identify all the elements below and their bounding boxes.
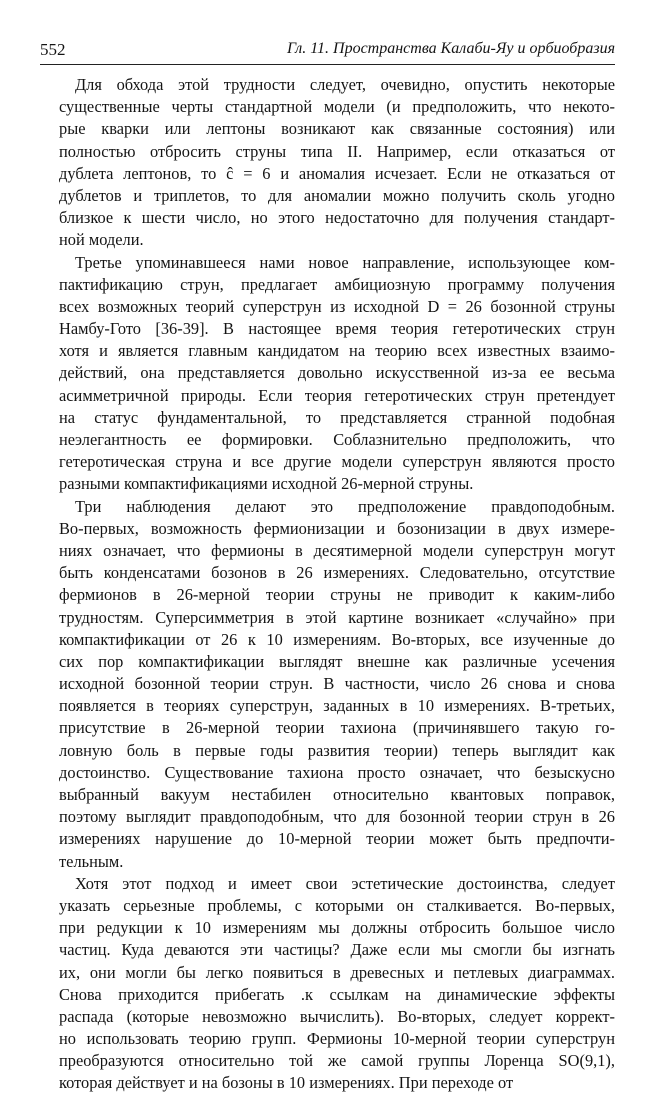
paragraph: [59, 252, 615, 496]
text-line: ловную боль в первые годы развития теории) теперь выглядит как: [59, 740, 615, 760]
running-title: Гл. 11. Пространства Калаби-Яу и орбиобразия: [286, 40, 615, 57]
text-line: Для обхода этой трудности следует, очевидно, опустить некоторые: [75, 75, 615, 94]
text-line: близкое к шести число, но этого недостаточно для получения стандарт-: [59, 208, 615, 228]
text-line: разными компактификациями исходной 26-мерной струны.: [59, 474, 474, 494]
text-line: выбранный вакуум нестабилен относительно квантовых поправок,: [59, 785, 615, 804]
text-line: фермионов в 26-мерной теории струны не приводит к каким-либо: [59, 585, 615, 605]
text-line: на статус фундаментальной, то представляется странной подобная: [59, 407, 615, 427]
text-line: появляется в теориях суперструн, заданных в 10 измерениях. В-третьих,: [59, 696, 615, 716]
text-line: их, они могли бы легко появиться в древесных и петлевых диаграммах.: [59, 962, 615, 982]
text-line: поэтому выглядит правдоподобным, что для бозонной теории струн в 26: [59, 807, 615, 827]
text-line: Три наблюдения делают это предположение правдоподобным.: [75, 496, 615, 516]
text-line: сих пор компактификации выглядят внешне как различные усечения: [59, 651, 615, 671]
text-line: пактификацию струн, предлагает амбициозную программу получения: [59, 274, 615, 294]
text-line: указать серьезные проблемы, с которыми он сталкивается. Во-первых,: [59, 895, 615, 915]
text-line: Хотя этот подход и имеет свои эстетические достоинства, следует: [75, 873, 615, 893]
page-number: 552: [40, 40, 66, 59]
text-line: Снова приходится прибегать .к ссылкам на динамические эффекты: [59, 984, 615, 1004]
text-line: компактификации от 26 к 10 измерениям. Во-вторых, все изученные до: [59, 629, 615, 649]
text-line: Во-первых, возможность фермионизации и бозонизации в двух измере-: [59, 518, 615, 538]
text-line: полностью отбросить струны типа II. Например, если отказаться от: [59, 141, 615, 161]
paragraph: [59, 873, 615, 1095]
text-line: при редукции к 10 измерениям мы должны отбросить большое число: [59, 918, 615, 938]
text-line: ниях означает, что фермионы в десятимерной модели суперструн могут: [59, 540, 615, 560]
text-line: присутствие в 26-мерной теории тахиона (причинявшего такую го-: [59, 718, 615, 738]
text-line: всех возможных теорий суперструн из исходной D = 26 бозонной струны: [59, 296, 615, 316]
text-line: дублетов и триплетов, то для аномалии можно получить сколь угодно: [59, 185, 615, 205]
text-line: частиц. Куда деваются эти частицы? Даже если мы смогли бы изгнать: [59, 940, 615, 960]
text-line: действий, она представляется довольно искусственной из-за ее весьма: [59, 363, 615, 383]
text-line: ной модели.: [59, 230, 144, 250]
text-line: существенные черты стандартной модели (и предположить, что некото-: [59, 97, 615, 117]
paragraph: [59, 74, 615, 252]
text-line: трудностям. Суперсимметрия в этой картине возникает «случайно» при: [59, 607, 615, 627]
text-line: которая действует и на бозоны в 10 измерениях. При переходе от: [59, 1073, 514, 1093]
text-line: Третье упоминавшееся нами новое направление, использующее ком-: [75, 252, 615, 272]
text-line: исходной бозонной теории струн. В частности, число 26 снова и снова: [59, 674, 615, 694]
text-line: измерениях нарушение до 10-мерной теории может быть предпочти-: [59, 829, 615, 849]
page-header: [40, 40, 615, 65]
text-line: преобразуются относительно той же самой группы Лоренца SO(9,1),: [59, 1051, 615, 1071]
text-line: Намбу-Гото [36-39]. В настоящее время теория гетеротических струн: [59, 319, 615, 339]
text-line: гетеротическая струна и все другие модели суперструн являются просто: [59, 452, 615, 472]
text-line: быть конденсатами бозонов в 26 измерениях. Следовательно, отсутствие: [59, 563, 615, 583]
text-line: асимметричной природы. Если теория гетеротических струн претендует: [59, 385, 615, 405]
paragraph: [59, 496, 615, 873]
text-line: рые кварки или лептоны возникают как связанные состояния) или: [59, 119, 615, 139]
text-line: достоинство. Существование тахиона просто означает, что безыскусно: [59, 762, 615, 782]
text-line: дублета лептонов, то ĉ = 6 и аномалия исчезает. Если не отказаться от: [59, 163, 615, 183]
text-line: распада (которые невозможно вычислить). Во-вторых, следует коррект-: [59, 1006, 615, 1026]
text-line: хотя и является главным кандидатом на теорию всех известных взаимо-: [59, 341, 615, 361]
page-body: [59, 74, 615, 1095]
text-line: тельным.: [59, 851, 124, 871]
text-line: неэлегантность ее формировки. Соблазнительно предположить, что: [59, 430, 615, 449]
text-line: но использовать теорию групп. Фермионы 10-мерной теории суперструн: [59, 1029, 615, 1049]
